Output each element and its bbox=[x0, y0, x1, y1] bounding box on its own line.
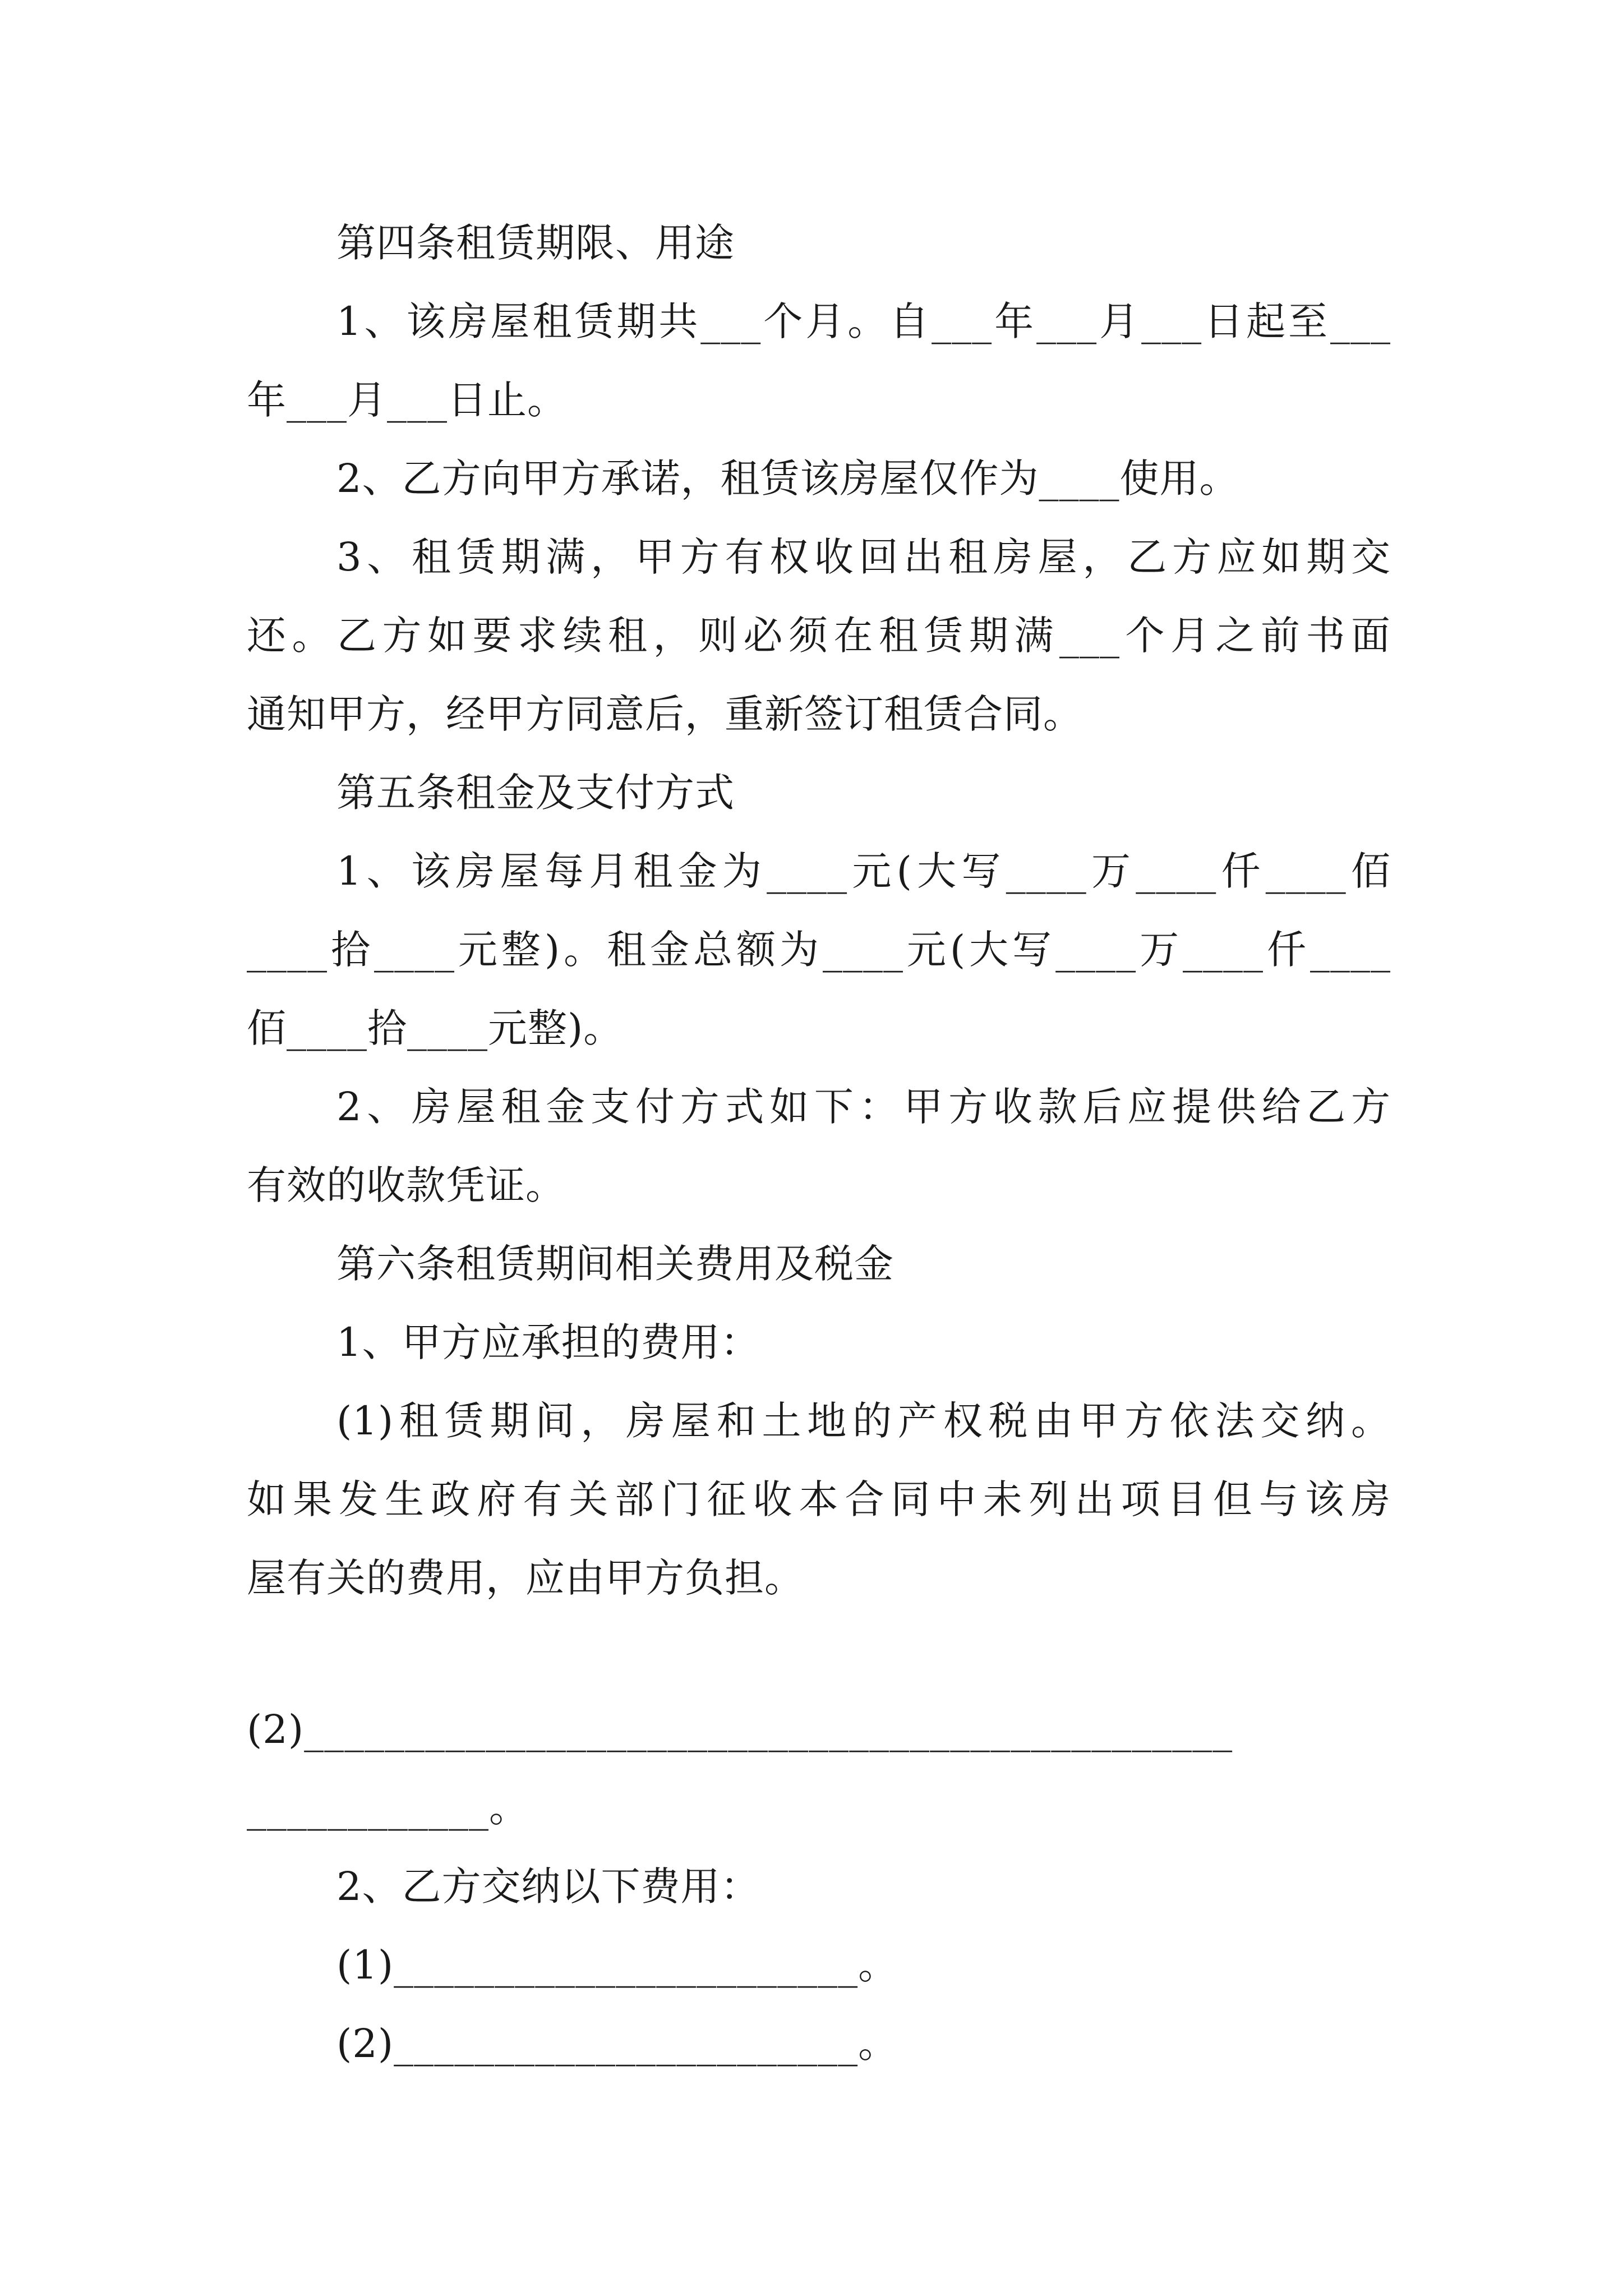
paragraph-line: (2)______________________________________________ bbox=[247, 1706, 1233, 1752]
paragraph-line: 1、甲方应承担的费用： bbox=[336, 1319, 760, 1365]
paragraph-line: 通知甲方，经甲方同意后，重新签订租赁合同。 bbox=[247, 691, 1083, 737]
paragraph-line: 2、乙方交纳以下费用： bbox=[336, 1864, 760, 1910]
paragraph-line: 年___月___日止。 bbox=[247, 377, 567, 423]
paragraph-line: 1、该房屋每月租金为____元(大写____万____仟____佰 bbox=[336, 848, 1391, 894]
paragraph-line: 有效的收款凭证。 bbox=[247, 1162, 565, 1208]
paragraph-line: (1)_______________________。 bbox=[336, 1942, 898, 1988]
paragraph-line: ____________。 bbox=[247, 1785, 529, 1831]
paragraph-line: ____拾____元整)。租金总额为____元(大写____万____仟____ bbox=[247, 927, 1391, 973]
paragraph-line: 3、租赁期满，甲方有权收回出租房屋，乙方应如期交 bbox=[336, 534, 1391, 580]
paragraph-line: 1、该房屋租赁期共___个月。自___年___月___日起至___ bbox=[336, 298, 1391, 344]
article-4-heading: 第四条租赁期限、用途 bbox=[336, 220, 735, 266]
article-5-heading: 第五条租金及支付方式 bbox=[336, 770, 735, 816]
paragraph-line: 2、乙方向甲方承诺，租赁该房屋仅作为____使用。 bbox=[336, 455, 1239, 501]
paragraph-line: 还。乙方如要求续租，则必须在租赁期满___个月之前书面 bbox=[247, 613, 1391, 659]
paragraph-line: 屋有关的费用，应由甲方负担。 bbox=[247, 1555, 804, 1601]
paragraph-line: (1)租赁期间，房屋和土地的产权税由甲方依法交纳。 bbox=[336, 1398, 1391, 1444]
article-6-heading: 第六条租赁期间相关费用及税金 bbox=[336, 1241, 894, 1287]
paragraph-line: (2)_______________________。 bbox=[336, 2021, 898, 2067]
paragraph-line: 如果发生政府有关部门征收本合同中未列出项目但与该房 bbox=[247, 1476, 1391, 1522]
paragraph-line: 佰____拾____元整)。 bbox=[247, 1005, 624, 1051]
paragraph-line: 2、房屋租金支付方式如下：甲方收款后应提供给乙方 bbox=[336, 1084, 1391, 1130]
